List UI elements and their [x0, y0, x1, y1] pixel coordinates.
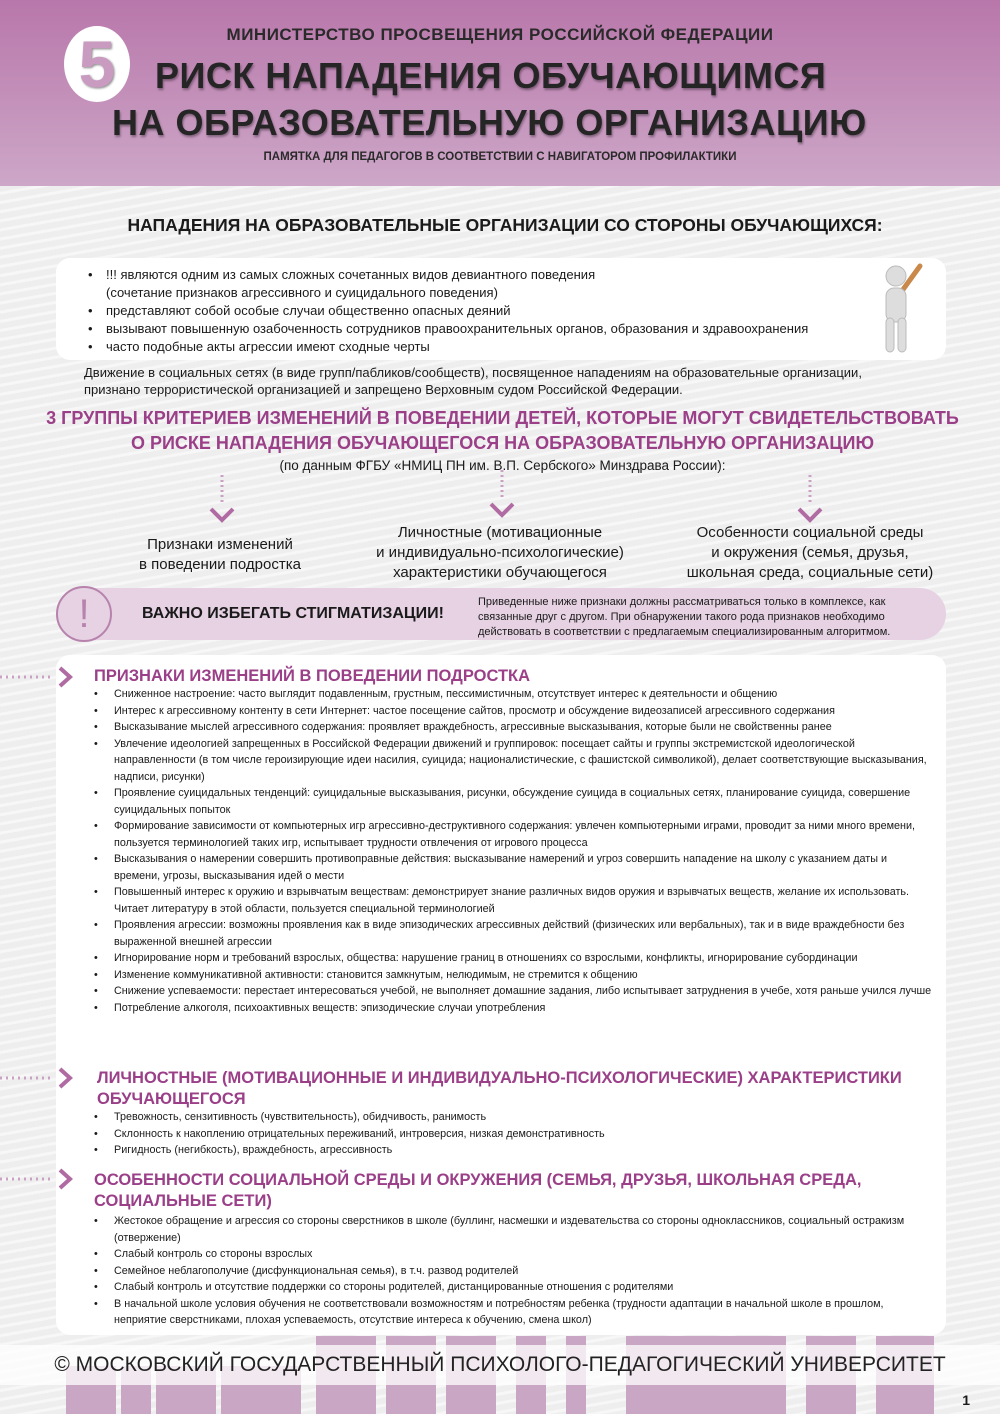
number-badge: 5: [64, 26, 130, 102]
section-list: [94, 686, 934, 1016]
list-item: • Высказывания о намерении совершить противоправные действия: высказывание намерений и угроз совершить нападение на школу с указанием даты и времени, угрозы, высказывания идей о мести: [94, 851, 934, 884]
arrow-down-icon: [795, 475, 825, 525]
arrow-down-icon: [207, 475, 237, 525]
group-column-1: Признаки изменений в поведении подростка: [139, 536, 301, 573]
list-item: • Слабый контроль и отсутствие поддержки со стороны родителей, дистанцированные отношения с родителями: [94, 1279, 934, 1296]
list-item: • Интерес к агрессивному контенту в сети Интернет: частое посещение сайтов, просмотр и обсуждение видеозаписей агрессивного содержания: [94, 703, 934, 720]
arrow-down-icon: [487, 470, 517, 520]
list-item: • Ригидность (негибкость), враждебность, агрессивность: [94, 1142, 934, 1159]
list-item: • часто подобные акты агрессии имеют сходные черты: [88, 338, 808, 356]
list-item: • В начальной школе условия обучения не соответствовали возможностям и потребностям ребенка (трудности адаптации в начальной школе в прошлом, неприятие сверстниками, плохая успеваемость, отсутствие интереса к обучению, смена школ): [94, 1296, 934, 1329]
chevron-right-icon: [0, 1168, 80, 1190]
warning-text: Приведенные ниже признаки должны рассматриваться только в комплексе, как связанные друг с другом. При обнаружении такого рода признаков необходимо действовать в соответствии с предлагаемым специализированным алгоритмом.: [478, 596, 891, 638]
exclamation-icon: !: [56, 586, 112, 642]
criteria-panel: [56, 655, 946, 1335]
list-item: • Высказывание мыслей агрессивного содержания: проявляет враждебность, агрессивные высказывания, которые были не свойственны ранее: [94, 719, 934, 736]
list-item: • Жестокое обращение и агрессия со стороны сверстников в школе (буллинг, насмешки и издевательства со стороны одноклассников, социальный остракизм (отвержение): [94, 1213, 934, 1246]
page-subtitle: ПАМЯТКА ДЛЯ ПЕДАГОГОВ В СООТВЕТСТВИИ С НАВИГАТОРОМ ПРОФИЛАКТИКИ: [263, 151, 737, 163]
list-item: • Проявления агрессии: возможны проявления как в виде эпизодических агрессивных действий (физических или вербальных), так и в виде враждебности без выраженной внешней агрессии: [94, 917, 934, 950]
list-item: • Формирование зависимости от компьютерных игр агрессивно-деструктивного содержания: увлечен компьютерными играми, проводит за ними много времени, пользуется терминологией таких игр, испытывает трудности отвлечения от игрового процесса: [94, 818, 934, 851]
list-item: • Слабый контроль со стороны взрослых: [94, 1246, 934, 1263]
warning-banner: [56, 588, 946, 640]
group-column-2: Личностные (мотивационные и индивидуально-психологические) характеристики обучающегося: [376, 524, 624, 581]
section-title: ПРИЗНАКИ ИЗМЕНЕНИЙ В ПОВЕДЕНИИ ПОДРОСТКА: [94, 667, 531, 685]
list-item: • представляют собой особые случаи общественно опасных деяний: [88, 302, 808, 320]
section-title: ОСОБЕННОСТИ СОЦИАЛЬНОЙ СРЕДЫ И ОКРУЖЕНИЯ (СЕМЬЯ, ДРУЗЬЯ, ШКОЛЬНАЯ СРЕДА, СОЦИАЛЬНЫЕ СЕТИ): [94, 1171, 862, 1210]
warning-title: ВАЖНО ИЗБЕГАТЬ СТИГМАТИЗАЦИИ!: [142, 605, 444, 622]
list-item: • Увлечение идеологией запрещенных в Российской Федерации движений и группировок: посещает сайты и группы экстремистской идеологической направленности (в том числе героизирующие идеи насилия, суицида; националистические, с фашистской символикой), делает соответствующие высказывания, надписи, рисунки): [94, 736, 934, 786]
list-item: • Повышенный интерес к оружию и взрывчатым веществам: демонстрирует знание различных видов оружия и взрывчатых веществ, желание их использовать. Читает литературу в этой области, пользуется специальной терминологией: [94, 884, 934, 917]
header: [0, 0, 1000, 186]
chevron-right-icon: [0, 666, 80, 688]
group-column-3: Особенности социальной среды и окружения (семья, друзья, школьная среда, социальные сети): [686, 524, 934, 581]
list-item: • Игнорирование норм и требований взрослых, общества: нарушение границ в отношениях со взрослыми, конфликты, игнорирование субординации: [94, 950, 934, 967]
page-title-line2: НА ОБРАЗОВАТЕЛЬНУЮ ОРГАНИЗАЦИЮ: [112, 102, 867, 143]
list-item: • Сниженное настроение: часто выглядит подавленным, грустным, пессимистичным, отсутствует интерес к деятельности и общению: [94, 686, 934, 703]
section-list: [94, 1213, 934, 1329]
groups-heading-line1: 3 ГРУППЫ КРИТЕРИЕВ ИЗМЕНЕНИЙ В ПОВЕДЕНИИ ДЕТЕЙ, КОТОРЫЕ МОГУТ СВИДЕТЕЛЬСТВОВАТЬ: [46, 408, 959, 428]
intro-heading: НАПАДЕНИЯ НА ОБРАЗОВАТЕЛЬНЫЕ ОРГАНИЗАЦИИ СО СТОРОНЫ ОБУЧАЮЩИХСЯ:: [127, 215, 883, 235]
list-item: • Семейное неблагополучие (дисфункциональная семья), в т.ч. развод родителей: [94, 1263, 934, 1280]
list-item: • Проявление суицидальных тенденций: суицидальные высказывания, рисунки, обсуждение суицида в социальных сетях, планирование суицида, совершение суицидальных попыток: [94, 785, 934, 818]
page-title-line1: РИСК НАПАДЕНИЯ ОБУЧАЮЩИМСЯ: [155, 55, 827, 96]
groups-heading-line2: О РИСКЕ НАПАДЕНИЯ ОБУЧАЮЩЕГОСЯ НА ОБРАЗОВАТЕЛЬНУЮ ОРГАНИЗАЦИЮ: [130, 433, 875, 453]
intro-paragraph: Движение в социальных сетях (в виде групп/пабликов/сообществ), посвященное нападениям на образовательные организации, признано террористической организацией и запрещено Верховным судом Российской Федерации.: [84, 365, 862, 397]
figure-with-bat-icon: [874, 262, 924, 356]
list-item: • Потребление алкоголя, психоактивных веществ: эпизодические случаи употребления: [94, 1000, 934, 1017]
ministry-name: МИНИСТЕРСТВО ПРОСВЕЩЕНИЯ РОССИЙСКОЙ ФЕДЕРАЦИИ: [226, 25, 774, 44]
groups-source: (по данным ФГБУ «НМИЦ ПН им. В.П. Сербского» Минздрава России):: [279, 458, 726, 473]
list-item: • !!! являются одним из самых сложных сочетанных видов девиантного поведения (сочетание признаков агрессивного и суицидального поведения): [88, 266, 808, 302]
page-number: 1: [962, 1392, 970, 1408]
section-list: [94, 1109, 934, 1159]
list-item: • Склонность к накоплению отрицательных переживаний, интроверсия, низкая демонстративность: [94, 1126, 934, 1143]
intro-list: [88, 266, 808, 356]
chevron-right-icon: [0, 1067, 80, 1089]
list-item: • Тревожность, сензитивность (чувствительность), обидчивость, ранимость: [94, 1109, 934, 1126]
list-item: • Снижение успеваемости: перестает интересоваться учебой, не выполняет домашние задания, либо испытывает затруднения в учебе, хотя раньше учился лучше: [94, 983, 934, 1000]
list-item: • Изменение коммуникативной активности: становится замкнутым, нелюдимым, не стремится к общению: [94, 967, 934, 984]
section-title: ЛИЧНОСТНЫЕ (МОТИВАЦИОННЫЕ И ИНДИВИДУАЛЬНО-ПСИХОЛОГИЧЕСКИЕ) ХАРАКТЕРИСТИКИ ОБУЧАЮЩЕГОСЯ: [97, 1069, 902, 1108]
footer-copyright: © МОСКОВСКИЙ ГОСУДАРСТВЕННЫЙ ПСИХОЛОГО-ПЕДАГОГИЧЕСКИЙ УНИВЕРСИТЕТ: [0, 1345, 1000, 1385]
intro-box: [56, 258, 946, 360]
list-item: • вызывают повышенную озабоченность сотрудников правоохранительных органов, образования и здравоохранения: [88, 320, 808, 338]
